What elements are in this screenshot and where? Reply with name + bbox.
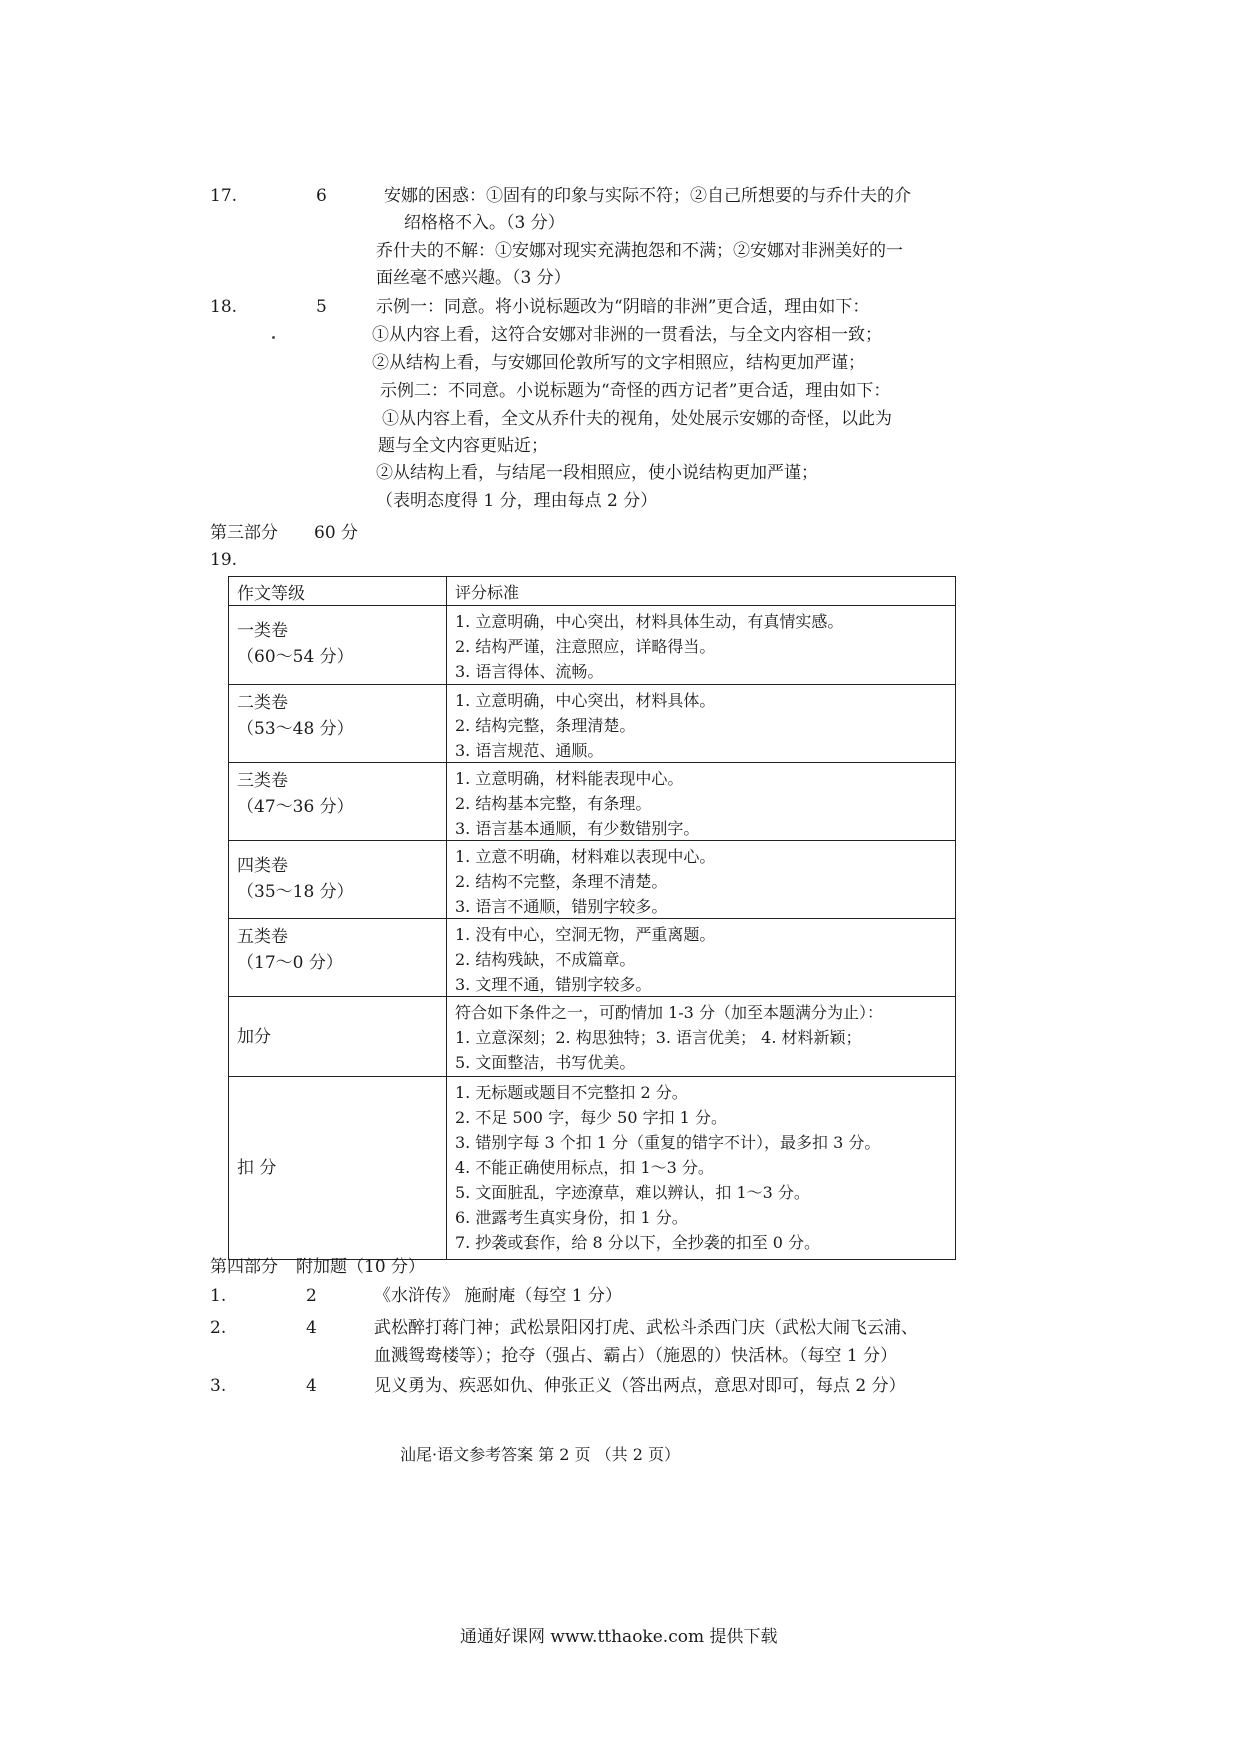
grade-range: （47～36 分） [237, 797, 354, 817]
criterion: 符合如下条件之一，可酌情加 1-3 分（加至本题满分为止）： [455, 1003, 883, 1022]
criterion: 1. 立意明确，中心突出，材料具体。 [455, 691, 716, 710]
criterion: 1. 立意明确，材料能表现中心。 [455, 769, 684, 788]
answer-line: 见义勇为、疾恶如仇、伸张正义（答出两点，意思对即可，每点 2 分） [374, 1376, 906, 1396]
question-score: 6 [316, 186, 327, 206]
criterion: 6. 泄露考生真实身份，扣 1 分。 [455, 1208, 688, 1227]
part-score: 60 分 [314, 523, 359, 543]
criterion: 2. 结构残缺，不成篇章。 [455, 950, 636, 969]
criterion: 3. 错别字每 3 个扣 1 分（重复的错字不计），最多扣 3 分。 [455, 1133, 881, 1152]
question-score: 5 [316, 297, 327, 317]
question-number: 1. [210, 1286, 227, 1306]
table-row [229, 918, 955, 996]
criterion: 2. 不足 500 字，每少 50 字扣 1 分。 [455, 1108, 727, 1127]
criterion: 2. 结构完整，条理清楚。 [455, 716, 636, 735]
answer-line: 题与全文内容更贴近； [378, 436, 548, 456]
scan-speck [272, 336, 275, 339]
table-row [229, 996, 955, 1076]
grade-name: 三类卷 [237, 771, 288, 791]
table-header [229, 577, 955, 605]
table-row [229, 840, 955, 918]
table-row [229, 605, 955, 684]
criterion: 3. 语言不通顺，错别字较多。 [455, 897, 668, 916]
criterion: 1. 立意不明确，材料难以表现中心。 [455, 847, 716, 866]
criterion: 3. 文理不通，错别字较多。 [455, 975, 652, 994]
page-footer: 汕尾·语文参考答案 第 2 页 （共 2 页） [400, 1445, 680, 1464]
part-label: 第三部分 [210, 523, 278, 543]
criterion: 2. 结构不完整，条理不清楚。 [455, 872, 668, 891]
criterion: 1. 立意深刻；2. 构思独特；3. 语言优美； 4. 材料新颖； [455, 1028, 862, 1047]
answer-line: ①从内容上看，这符合安娜对非洲的一贯看法，与全文内容相一致； [372, 325, 882, 345]
grade-name: 一类卷 [237, 621, 288, 641]
criterion: 4. 不能正确使用标点，扣 1～3 分。 [455, 1158, 714, 1177]
question-number: 19. [210, 550, 238, 570]
criterion: 3. 语言基本通顺，有少数错别字。 [455, 819, 700, 838]
answer-line: ①从内容上看，全文从乔什夫的视角，处处展示安娜的奇怪，以此为 [382, 409, 892, 429]
answer-line: ②从结构上看，与安娜回伦敦所写的文字相照应，结构更加严谨； [372, 353, 865, 373]
answer-line: 绍格格不入。（3 分） [404, 213, 565, 233]
header-criteria: 评分标准 [455, 582, 520, 602]
scoring-table [228, 576, 956, 1260]
criterion: 2. 结构严谨，注意照应，详略得当。 [455, 637, 716, 656]
criterion: 5. 文面脏乱，字迹潦草，难以辨认，扣 1～3 分。 [455, 1183, 810, 1202]
answer-line: ②从结构上看，与结尾一段相照应，使小说结构更加严谨； [376, 463, 818, 483]
question-number: 2. [210, 1318, 227, 1338]
part-title: 附加题（10 分） [296, 1257, 426, 1277]
answer-line: 乔什夫的不解：①安娜对现实充满抱怨和不满；②安娜对非洲美好的一 [376, 241, 903, 261]
answer-line: 《水浒传》 施耐庵（每空 1 分） [374, 1286, 623, 1306]
grade-name: 四类卷 [237, 856, 288, 876]
grade-name: 二类卷 [237, 693, 288, 713]
question-number: 17. [210, 186, 238, 206]
criterion: 7. 抄袭或套作，给 8 分以下，全抄袭的扣至 0 分。 [455, 1233, 821, 1252]
watermark-text: 通通好课网 www.tthaoke.com 提供下载 [460, 1627, 778, 1647]
grade-range: （60～54 分） [237, 647, 354, 667]
header-grade: 作文等级 [229, 577, 447, 605]
question-number: 18. [210, 297, 238, 317]
table-row [229, 1076, 955, 1259]
grade-name: 加分 [237, 1026, 271, 1047]
criterion: 2. 结构基本完整，有条理。 [455, 794, 652, 813]
grade-range: （35～18 分） [237, 882, 354, 902]
answer-line: 武松醉打蒋门神；武松景阳冈打虎、武松斗杀西门庆（武松大闹飞云浦、 [374, 1318, 918, 1338]
answer-line: 安娜的困惑：①固有的印象与实际不符；②自己所想要的与乔什夫的介 [384, 186, 911, 206]
part-label: 第四部分 [210, 1257, 278, 1277]
criterion: 3. 语言得体、流畅。 [455, 662, 604, 681]
grade-range: （53～48 分） [237, 719, 354, 739]
grade-name: 扣 分 [237, 1158, 277, 1178]
grade-range: （17～0 分） [237, 953, 343, 973]
answer-line: （表明态度得 1 分，理由每点 2 分） [376, 491, 658, 511]
answer-line: 血溅鸳鸯楼等）；抢夺（强占、霸占）（施恩的）快活林。（每空 1 分） [374, 1346, 898, 1366]
question-score: 4 [306, 1318, 317, 1338]
criterion: 1. 立意明确，中心突出，材料具体生动，有真情实感。 [455, 612, 844, 631]
criterion: 3. 语言规范、通顺。 [455, 741, 604, 760]
criterion: 1. 无标题或题目不完整扣 2 分。 [455, 1083, 688, 1102]
question-score: 2 [306, 1286, 317, 1306]
grade-name: 五类卷 [237, 927, 288, 947]
answer-line: 面丝毫不感兴趣。（3 分） [376, 268, 571, 288]
table-row [229, 684, 955, 762]
answer-line: 示例二：不同意。小说标题为“奇怪的西方记者”更合适，理由如下： [380, 381, 891, 401]
question-number: 3. [210, 1376, 227, 1396]
criterion: 5. 文面整洁，书写优美。 [455, 1053, 636, 1072]
answer-line: 示例一：同意。将小说标题改为“阴暗的非洲”更合适，理由如下： [376, 297, 870, 317]
criterion: 1. 没有中心，空洞无物，严重离题。 [455, 925, 716, 944]
question-score: 4 [306, 1376, 317, 1396]
table-row [229, 762, 955, 840]
